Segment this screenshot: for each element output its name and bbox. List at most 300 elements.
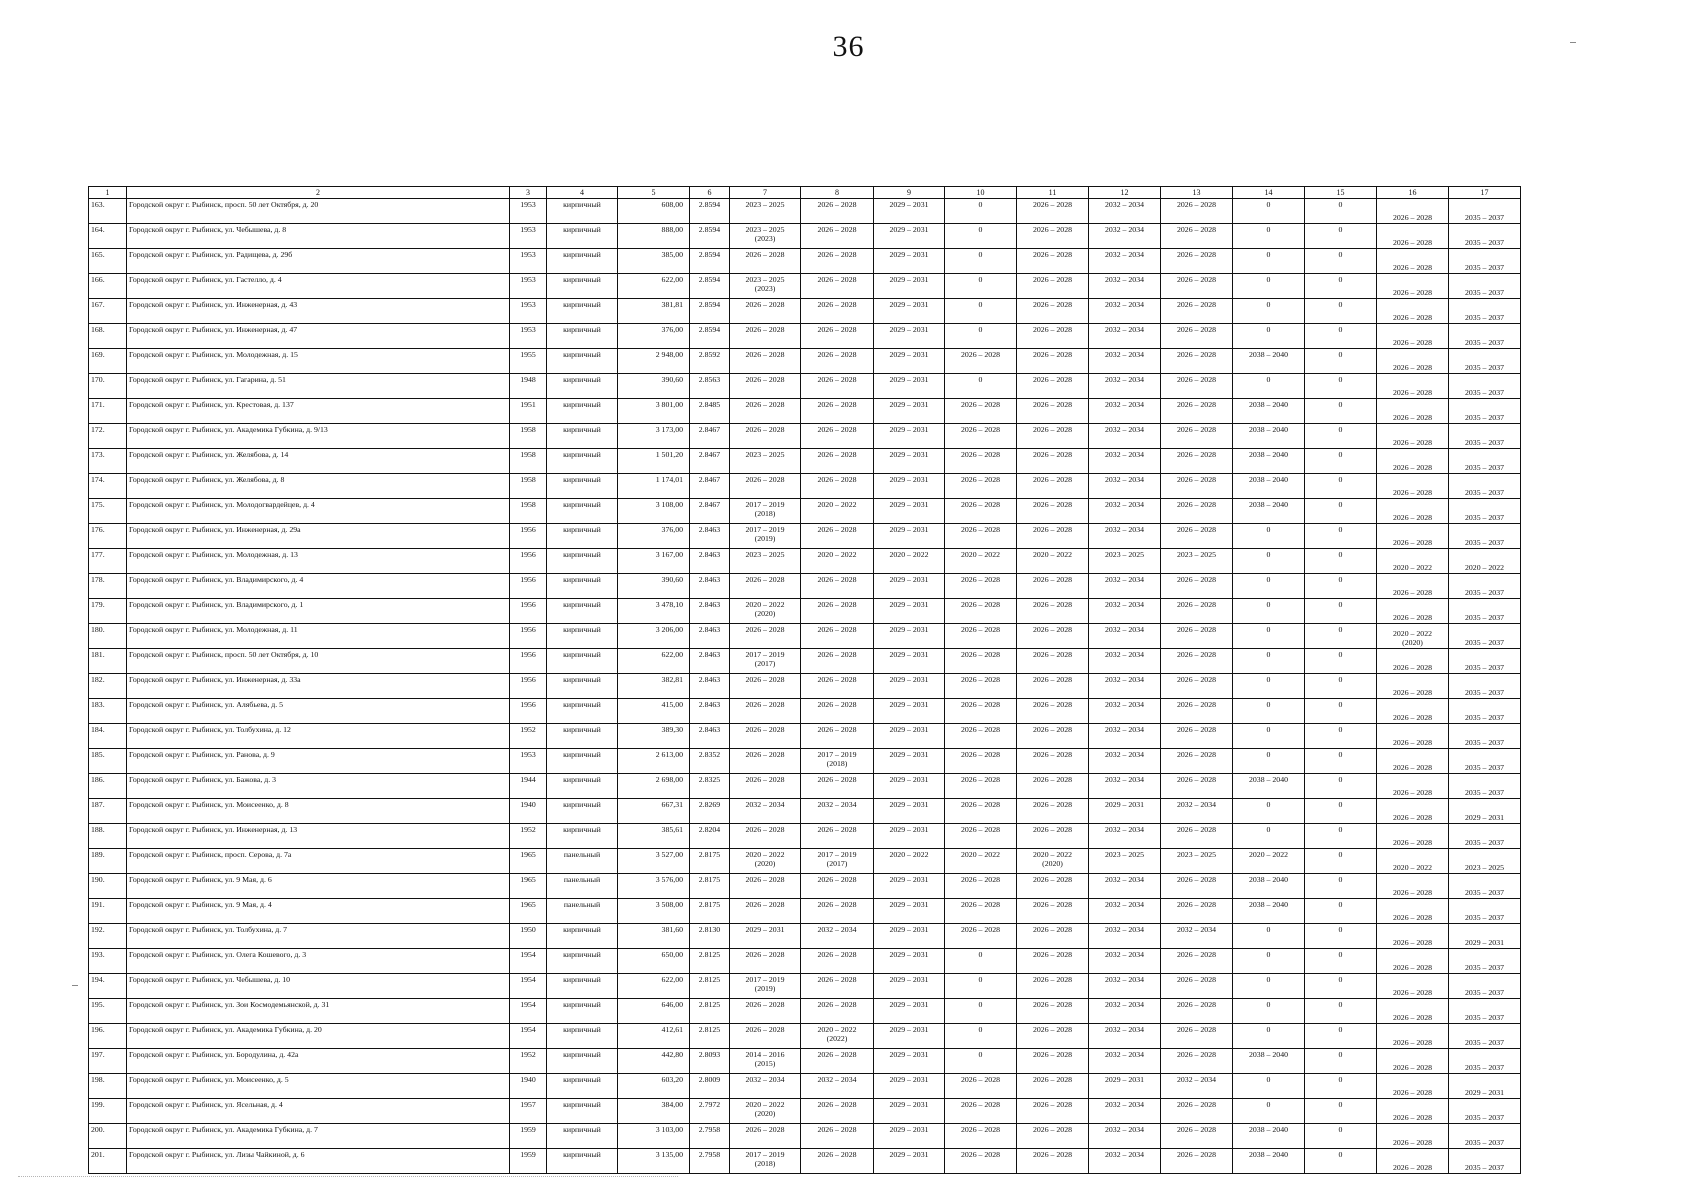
table-cell-col-13: 2026 – 2028 [1161, 724, 1233, 749]
table-cell-col-3: 1956 [510, 574, 547, 599]
column-header-3: 3 [510, 187, 547, 199]
table-cell-col-7: 2026 – 2028 [730, 249, 801, 274]
table-cell-col-5: 646,00 [618, 999, 690, 1024]
table-cell-col-16: 2026 – 2028 [1377, 424, 1449, 449]
table-cell-col-8: 2026 – 2028 [801, 574, 874, 599]
table-row [89, 374, 1521, 399]
table-cell-col-15: 0 [1305, 1099, 1377, 1124]
table-cell-col-3: 1956 [510, 599, 547, 624]
table-row [89, 1049, 1521, 1074]
table-cell-col-5: 3 801,00 [618, 399, 690, 424]
table-cell-col-2: Городской округ г. Рыбинск, ул. Лизы Чайкиной, д. 6 [127, 1149, 510, 1174]
table-cell-col-2: Городской округ г. Рыбинск, ул. Олега Кошевого, д. 3 [127, 949, 510, 974]
table-row [89, 299, 1521, 324]
table-cell-col-17: 2035 – 2037 [1449, 349, 1521, 374]
table-cell-col-7: 2026 – 2028 [730, 724, 801, 749]
table-cell-col-1: 200. [89, 1124, 127, 1149]
table-cell-col-6: 2.8175 [690, 849, 730, 874]
table-cell-col-15: 0 [1305, 424, 1377, 449]
table-cell-col-11: 2026 – 2028 [1017, 1049, 1089, 1074]
table-cell-col-15: 0 [1305, 374, 1377, 399]
cell-subvalue: (2020) [754, 608, 776, 618]
table-cell-col-16: 2026 – 2028 [1377, 1074, 1449, 1099]
table-cell-col-4: кирпичный [547, 699, 618, 724]
table-cell-col-17: 2035 – 2037 [1449, 774, 1521, 799]
table-cell-col-13: 2026 – 2028 [1161, 224, 1233, 249]
table-cell-col-16 [1377, 624, 1449, 649]
table-cell-col-15: 0 [1305, 999, 1377, 1024]
table-cell-col-4: кирпичный [547, 324, 618, 349]
table-cell-col-6: 2.8463 [690, 674, 730, 699]
table-cell-col-7: 2026 – 2028 [730, 774, 801, 799]
table-cell-col-5: 3 167,00 [618, 549, 690, 574]
table-cell-col-17: 2035 – 2037 [1449, 749, 1521, 774]
table-cell-col-4: кирпичный [547, 299, 618, 324]
table-cell-col-1: 193. [89, 949, 127, 974]
table-cell-col-5: 622,00 [618, 274, 690, 299]
table-cell-col-13: 2026 – 2028 [1161, 574, 1233, 599]
table-cell-col-1: 174. [89, 474, 127, 499]
table-cell-col-10: 2026 – 2028 [945, 674, 1017, 699]
table-cell-col-2: Городской округ г. Рыбинск, ул. Толбухина, д. 7 [127, 924, 510, 949]
table-cell-col-7 [730, 974, 801, 999]
table-cell-col-14: 0 [1233, 249, 1305, 274]
table-cell-col-12: 2032 – 2034 [1089, 449, 1161, 474]
table-cell-col-16: 2026 – 2028 [1377, 874, 1449, 899]
table-cell-col-13: 2026 – 2028 [1161, 824, 1233, 849]
table-cell-col-12: 2032 – 2034 [1089, 1124, 1161, 1149]
table-cell-col-4: кирпичный [547, 749, 618, 774]
table-cell-col-9: 2020 – 2022 [874, 549, 945, 574]
table-cell-col-7: 2026 – 2028 [730, 749, 801, 774]
table-cell-col-9: 2029 – 2031 [874, 924, 945, 949]
table-cell-col-11: 2026 – 2028 [1017, 624, 1089, 649]
table-cell-col-10: 0 [945, 1049, 1017, 1074]
table-cell-col-17: 2035 – 2037 [1449, 999, 1521, 1024]
table-cell-col-15: 0 [1305, 499, 1377, 524]
column-header-2: 2 [127, 187, 510, 199]
table-cell-col-1: 196. [89, 1024, 127, 1049]
table-cell-col-11: 2026 – 2028 [1017, 949, 1089, 974]
table-row [89, 1099, 1521, 1124]
cell-subvalue: (2018) [754, 508, 776, 518]
table-cell-col-4: панельный [547, 849, 618, 874]
table-cell-col-10: 2026 – 2028 [945, 724, 1017, 749]
table-cell-col-14: 0 [1233, 1099, 1305, 1124]
table-cell-col-11: 2026 – 2028 [1017, 599, 1089, 624]
table-cell-col-11: 2026 – 2028 [1017, 274, 1089, 299]
column-header-17: 17 [1449, 187, 1521, 199]
table-cell-col-2: Городской округ г. Рыбинск, ул. Академика Губкина, д. 7 [127, 1124, 510, 1149]
table-cell-col-15: 0 [1305, 599, 1377, 624]
table-cell-col-17: 2035 – 2037 [1449, 399, 1521, 424]
table-cell-col-10: 2020 – 2022 [945, 549, 1017, 574]
table-cell-col-10: 2026 – 2028 [945, 774, 1017, 799]
column-header-9: 9 [874, 187, 945, 199]
table-cell-col-5: 376,00 [618, 324, 690, 349]
table-cell-col-6: 2.8009 [690, 1074, 730, 1099]
table-cell-col-12: 2032 – 2034 [1089, 249, 1161, 274]
table-cell-col-16: 2026 – 2028 [1377, 399, 1449, 424]
table-cell-col-6: 2.8463 [690, 649, 730, 674]
table-cell-col-8: 2020 – 2022 [801, 499, 874, 524]
table-cell-col-13: 2026 – 2028 [1161, 749, 1233, 774]
table-cell-col-11: 2026 – 2028 [1017, 299, 1089, 324]
table-cell-col-3: 1954 [510, 949, 547, 974]
table-cell-col-8: 2026 – 2028 [801, 449, 874, 474]
table-row [89, 399, 1521, 424]
cell-value: 2017 – 2019 [745, 1150, 785, 1159]
table-cell-col-3: 1956 [510, 649, 547, 674]
table-cell-col-8: 2026 – 2028 [801, 474, 874, 499]
table-cell-col-1: 164. [89, 224, 127, 249]
table-cell-col-16: 2026 – 2028 [1377, 349, 1449, 374]
cell-subvalue: (2019) [754, 533, 776, 543]
table-cell-col-14: 2038 – 2040 [1233, 874, 1305, 899]
table-cell-col-6: 2.8269 [690, 799, 730, 824]
table-cell-col-7: 2026 – 2028 [730, 474, 801, 499]
table-cell-col-14: 2038 – 2040 [1233, 1149, 1305, 1174]
table-cell-col-11: 2026 – 2028 [1017, 249, 1089, 274]
table-cell-col-7: 2026 – 2028 [730, 349, 801, 374]
table-cell-col-14: 2038 – 2040 [1233, 474, 1305, 499]
column-header-12: 12 [1089, 187, 1161, 199]
table-cell-col-4: кирпичный [547, 424, 618, 449]
table-cell-col-8 [801, 849, 874, 874]
table-cell-col-17: 2035 – 2037 [1449, 474, 1521, 499]
table-cell-col-1: 192. [89, 924, 127, 949]
table-cell-col-16: 2020 – 2022 [1377, 549, 1449, 574]
table-cell-col-12: 2032 – 2034 [1089, 1099, 1161, 1124]
table-cell-col-10: 2026 – 2028 [945, 824, 1017, 849]
table-cell-col-13: 2026 – 2028 [1161, 1024, 1233, 1049]
table-cell-col-9: 2029 – 2031 [874, 299, 945, 324]
table-cell-col-14: 2038 – 2040 [1233, 499, 1305, 524]
table-cell-col-8: 2032 – 2034 [801, 799, 874, 824]
table-row [89, 424, 1521, 449]
table-cell-col-6: 2.8463 [690, 724, 730, 749]
table-cell-col-16: 2026 – 2028 [1377, 974, 1449, 999]
table-cell-col-1: 170. [89, 374, 127, 399]
table-cell-col-1: 186. [89, 774, 127, 799]
table-cell-col-13: 2026 – 2028 [1161, 699, 1233, 724]
table-cell-col-2: Городской округ г. Рыбинск, ул. Зои Космодемьянской, д. 31 [127, 999, 510, 1024]
table-cell-col-11: 2026 – 2028 [1017, 574, 1089, 599]
table-cell-col-12: 2032 – 2034 [1089, 599, 1161, 624]
table-cell-col-5: 415,00 [618, 699, 690, 724]
table-cell-col-8: 2026 – 2028 [801, 824, 874, 849]
table-cell-col-1: 168. [89, 324, 127, 349]
table-cell-col-15: 0 [1305, 549, 1377, 574]
table-cell-col-5: 3 508,00 [618, 899, 690, 924]
table-cell-col-2: Городской округ г. Рыбинск, ул. Бажова, д. 3 [127, 774, 510, 799]
table-cell-col-8: 2026 – 2028 [801, 274, 874, 299]
table-cell-col-4: кирпичный [547, 499, 618, 524]
table-cell-col-12: 2032 – 2034 [1089, 374, 1161, 399]
table-cell-col-5: 442,80 [618, 1049, 690, 1074]
table-cell-col-17: 2035 – 2037 [1449, 499, 1521, 524]
table-cell-col-12: 2032 – 2034 [1089, 699, 1161, 724]
table-cell-col-14: 0 [1233, 999, 1305, 1024]
table-cell-col-11 [1017, 849, 1089, 874]
table-cell-col-12: 2032 – 2034 [1089, 224, 1161, 249]
column-header-6: 6 [690, 187, 730, 199]
table-cell-col-8: 2026 – 2028 [801, 1149, 874, 1174]
table-cell-col-13: 2026 – 2028 [1161, 399, 1233, 424]
table-cell-col-1: 188. [89, 824, 127, 849]
table-cell-col-10: 0 [945, 999, 1017, 1024]
cell-value: 2017 – 2019 [745, 975, 785, 984]
table-cell-col-6: 2.8175 [690, 874, 730, 899]
table-cell-col-3: 1951 [510, 399, 547, 424]
table-cell-col-7 [730, 524, 801, 549]
table-cell-col-9: 2029 – 2031 [874, 749, 945, 774]
table-cell-col-15: 0 [1305, 574, 1377, 599]
table-cell-col-10: 2026 – 2028 [945, 924, 1017, 949]
table-cell-col-11: 2026 – 2028 [1017, 199, 1089, 224]
table-cell-col-9: 2029 – 2031 [874, 724, 945, 749]
table-cell-col-16: 2026 – 2028 [1377, 599, 1449, 624]
cell-value: 2020 – 2022 [817, 1025, 857, 1034]
table-cell-col-12: 2032 – 2034 [1089, 899, 1161, 924]
table-cell-col-14: 0 [1233, 524, 1305, 549]
table-cell-col-12: 2032 – 2034 [1089, 399, 1161, 424]
table-cell-col-17: 2035 – 2037 [1449, 574, 1521, 599]
table-cell-col-11: 2026 – 2028 [1017, 474, 1089, 499]
table-cell-col-2: Городской округ г. Рыбинск, ул. Моисеенко, д. 5 [127, 1074, 510, 1099]
table-cell-col-2: Городской округ г. Рыбинск, просп. 50 лет Октября, д. 20 [127, 199, 510, 224]
table-cell-col-10: 0 [945, 249, 1017, 274]
table-cell-col-15: 0 [1305, 849, 1377, 874]
table-row [89, 599, 1521, 624]
table-cell-col-5: 3 576,00 [618, 874, 690, 899]
table-cell-col-13: 2026 – 2028 [1161, 249, 1233, 274]
table-cell-col-6: 2.7958 [690, 1124, 730, 1149]
table-cell-col-17: 2035 – 2037 [1449, 449, 1521, 474]
table-cell-col-12: 2032 – 2034 [1089, 1049, 1161, 1074]
table-cell-col-15: 0 [1305, 824, 1377, 849]
table-cell-col-12: 2032 – 2034 [1089, 1024, 1161, 1049]
table-cell-col-6: 2.8125 [690, 999, 730, 1024]
cell-value: 2017 – 2019 [817, 750, 857, 759]
table-cell-col-15: 0 [1305, 699, 1377, 724]
table-cell-col-7: 2026 – 2028 [730, 424, 801, 449]
table-cell-col-4: кирпичный [547, 1074, 618, 1099]
table-cell-col-2: Городской округ г. Рыбинск, ул. Академика Губкина, д. 9/13 [127, 424, 510, 449]
cell-subvalue: (2018) [754, 1158, 776, 1168]
table-cell-col-3: 1953 [510, 299, 547, 324]
table-cell-col-5: 3 527,00 [618, 849, 690, 874]
table-cell-col-7: 2026 – 2028 [730, 999, 801, 1024]
table-cell-col-2: Городской округ г. Рыбинск, ул. Бородулина, д. 42а [127, 1049, 510, 1074]
table-cell-col-10: 0 [945, 324, 1017, 349]
table-row [89, 1124, 1521, 1149]
table-cell-col-13: 2026 – 2028 [1161, 374, 1233, 399]
table-cell-col-1: 178. [89, 574, 127, 599]
table-cell-col-13: 2026 – 2028 [1161, 274, 1233, 299]
table-cell-col-13: 2026 – 2028 [1161, 524, 1233, 549]
table-cell-col-12: 2032 – 2034 [1089, 499, 1161, 524]
table-cell-col-5: 412,61 [618, 1024, 690, 1049]
table-cell-col-11: 2026 – 2028 [1017, 1074, 1089, 1099]
table-cell-col-6: 2.8594 [690, 274, 730, 299]
table-cell-col-15: 0 [1305, 949, 1377, 974]
cell-value: 2020 – 2022 [1033, 850, 1072, 859]
table-cell-col-9: 2029 – 2031 [874, 274, 945, 299]
table-cell-col-2: Городской округ г. Рыбинск, ул. Инженерная, д. 29а [127, 524, 510, 549]
table-cell-col-10: 0 [945, 224, 1017, 249]
table-cell-col-1: 163. [89, 199, 127, 224]
table-cell-col-4: панельный [547, 899, 618, 924]
table-cell-col-17: 2035 – 2037 [1449, 424, 1521, 449]
column-header-16: 16 [1377, 187, 1449, 199]
table-cell-col-2: Городской округ г. Рыбинск, ул. Чебышева, д. 10 [127, 974, 510, 999]
table-cell-col-7: 2026 – 2028 [730, 699, 801, 724]
table-cell-col-3: 1965 [510, 849, 547, 874]
table-cell-col-16: 2026 – 2028 [1377, 774, 1449, 799]
table-cell-col-5: 2 948,00 [618, 349, 690, 374]
table-cell-col-7 [730, 649, 801, 674]
table-cell-col-9: 2029 – 2031 [874, 974, 945, 999]
table-cell-col-8: 2026 – 2028 [801, 649, 874, 674]
table-cell-col-11: 2026 – 2028 [1017, 724, 1089, 749]
table-cell-col-11: 2020 – 2022 [1017, 549, 1089, 574]
table-cell-col-6: 2.7972 [690, 1099, 730, 1124]
table-cell-col-2: Городской округ г. Рыбинск, ул. Ясельная, д. 4 [127, 1099, 510, 1124]
cell-value: 2020 – 2022 [745, 850, 785, 859]
table-cell-col-3: 1953 [510, 249, 547, 274]
table-row [89, 824, 1521, 849]
table-cell-col-9: 2029 – 2031 [874, 649, 945, 674]
table-cell-col-11: 2026 – 2028 [1017, 1124, 1089, 1149]
table-cell-col-14: 0 [1233, 699, 1305, 724]
table-cell-col-11: 2026 – 2028 [1017, 899, 1089, 924]
table-cell-col-4: кирпичный [547, 1099, 618, 1124]
table-cell-col-12: 2032 – 2034 [1089, 949, 1161, 974]
table-cell-col-2: Городской округ г. Рыбинск, ул. Инженерная, д. 43 [127, 299, 510, 324]
table-cell-col-4: кирпичный [547, 374, 618, 399]
table-cell-col-9: 2029 – 2031 [874, 574, 945, 599]
table-cell-col-13: 2026 – 2028 [1161, 974, 1233, 999]
table-cell-col-12: 2032 – 2034 [1089, 649, 1161, 674]
table-cell-col-10: 2026 – 2028 [945, 474, 1017, 499]
table-cell-col-12: 2032 – 2034 [1089, 824, 1161, 849]
table-cell-col-13: 2023 – 2025 [1161, 849, 1233, 874]
table-cell-col-17: 2035 – 2037 [1449, 1149, 1521, 1174]
table-cell-col-15: 0 [1305, 199, 1377, 224]
table-cell-col-17: 2035 – 2037 [1449, 624, 1521, 649]
table-cell-col-16: 2026 – 2028 [1377, 299, 1449, 324]
table-cell-col-14: 2038 – 2040 [1233, 399, 1305, 424]
table-cell-col-3: 1954 [510, 1024, 547, 1049]
table-cell-col-1: 184. [89, 724, 127, 749]
table-cell-col-7: 2026 – 2028 [730, 299, 801, 324]
table-cell-col-17: 2029 – 2031 [1449, 1074, 1521, 1099]
table-cell-col-12: 2032 – 2034 [1089, 299, 1161, 324]
column-header-10: 10 [945, 187, 1017, 199]
table-cell-col-7: 2026 – 2028 [730, 1124, 801, 1149]
table-cell-col-17: 2020 – 2022 [1449, 549, 1521, 574]
table-cell-col-3: 1958 [510, 499, 547, 524]
table-cell-col-17: 2029 – 2031 [1449, 924, 1521, 949]
table-cell-col-4: кирпичный [547, 1049, 618, 1074]
table-cell-col-14: 0 [1233, 624, 1305, 649]
table-cell-col-7: 2026 – 2028 [730, 574, 801, 599]
column-header-14: 14 [1233, 187, 1305, 199]
table-cell-col-15: 0 [1305, 899, 1377, 924]
table-cell-col-7: 2026 – 2028 [730, 949, 801, 974]
table-cell-col-9: 2029 – 2031 [874, 374, 945, 399]
table-cell-col-8: 2026 – 2028 [801, 724, 874, 749]
table-cell-col-15: 0 [1305, 874, 1377, 899]
table-cell-col-16: 2026 – 2028 [1377, 1124, 1449, 1149]
table-cell-col-8 [801, 749, 874, 774]
table-cell-col-16: 2026 – 2028 [1377, 224, 1449, 249]
table-cell-col-6: 2.8325 [690, 774, 730, 799]
table-cell-col-12: 2032 – 2034 [1089, 749, 1161, 774]
table-cell-col-8: 2026 – 2028 [801, 1124, 874, 1149]
table-cell-col-6: 2.8467 [690, 474, 730, 499]
table-cell-col-6: 2.8352 [690, 749, 730, 774]
table-cell-col-4: кирпичный [547, 624, 618, 649]
table-row [89, 524, 1521, 549]
table-cell-col-6: 2.8130 [690, 924, 730, 949]
cell-subvalue: (2019) [754, 983, 776, 993]
table-cell-col-8: 2026 – 2028 [801, 349, 874, 374]
table-cell-col-8: 2026 – 2028 [801, 374, 874, 399]
table-cell-col-13: 2026 – 2028 [1161, 199, 1233, 224]
table-cell-col-5: 608,00 [618, 199, 690, 224]
table-cell-col-5: 622,00 [618, 649, 690, 674]
table-cell-col-15: 0 [1305, 399, 1377, 424]
table-cell-col-4: кирпичный [547, 774, 618, 799]
table-cell-col-15: 0 [1305, 624, 1377, 649]
table-cell-col-9: 2029 – 2031 [874, 324, 945, 349]
table-cell-col-6: 2.8463 [690, 699, 730, 724]
table-cell-col-9: 2029 – 2031 [874, 699, 945, 724]
table-cell-col-17: 2035 – 2037 [1449, 949, 1521, 974]
table-cell-col-10: 0 [945, 274, 1017, 299]
table-cell-col-9: 2029 – 2031 [874, 999, 945, 1024]
table-cell-col-11: 2026 – 2028 [1017, 824, 1089, 849]
table-cell-col-11: 2026 – 2028 [1017, 974, 1089, 999]
table-cell-col-1: 169. [89, 349, 127, 374]
table-cell-col-8: 2026 – 2028 [801, 399, 874, 424]
table-cell-col-5: 390,60 [618, 574, 690, 599]
cell-value: 2020 – 2022 [1393, 629, 1432, 639]
table-cell-col-2: Городской округ г. Рыбинск, ул. 9 Мая, д. 6 [127, 874, 510, 899]
table-cell-col-1: 185. [89, 749, 127, 774]
table-cell-col-15: 0 [1305, 349, 1377, 374]
table-cell-col-5: 603,20 [618, 1074, 690, 1099]
table-cell-col-5: 3 135,00 [618, 1149, 690, 1174]
table-row [89, 974, 1521, 999]
table-cell-col-9: 2029 – 2031 [874, 599, 945, 624]
table-cell-col-9: 2029 – 2031 [874, 899, 945, 924]
table-cell-col-2: Городской округ г. Рыбинск, просп. 50 лет Октября, д. 10 [127, 649, 510, 674]
table-cell-col-12: 2032 – 2034 [1089, 524, 1161, 549]
table-cell-col-17: 2029 – 2031 [1449, 799, 1521, 824]
table-cell-col-9: 2029 – 2031 [874, 1024, 945, 1049]
table-cell-col-10: 0 [945, 974, 1017, 999]
table-cell-col-9: 2029 – 2031 [874, 224, 945, 249]
table-cell-col-14: 0 [1233, 1024, 1305, 1049]
table-cell-col-16: 2026 – 2028 [1377, 524, 1449, 549]
table-cell-col-5: 382,81 [618, 674, 690, 699]
table-cell-col-17: 2035 – 2037 [1449, 199, 1521, 224]
table-cell-col-11: 2026 – 2028 [1017, 874, 1089, 899]
table-cell-col-9: 2020 – 2022 [874, 849, 945, 874]
